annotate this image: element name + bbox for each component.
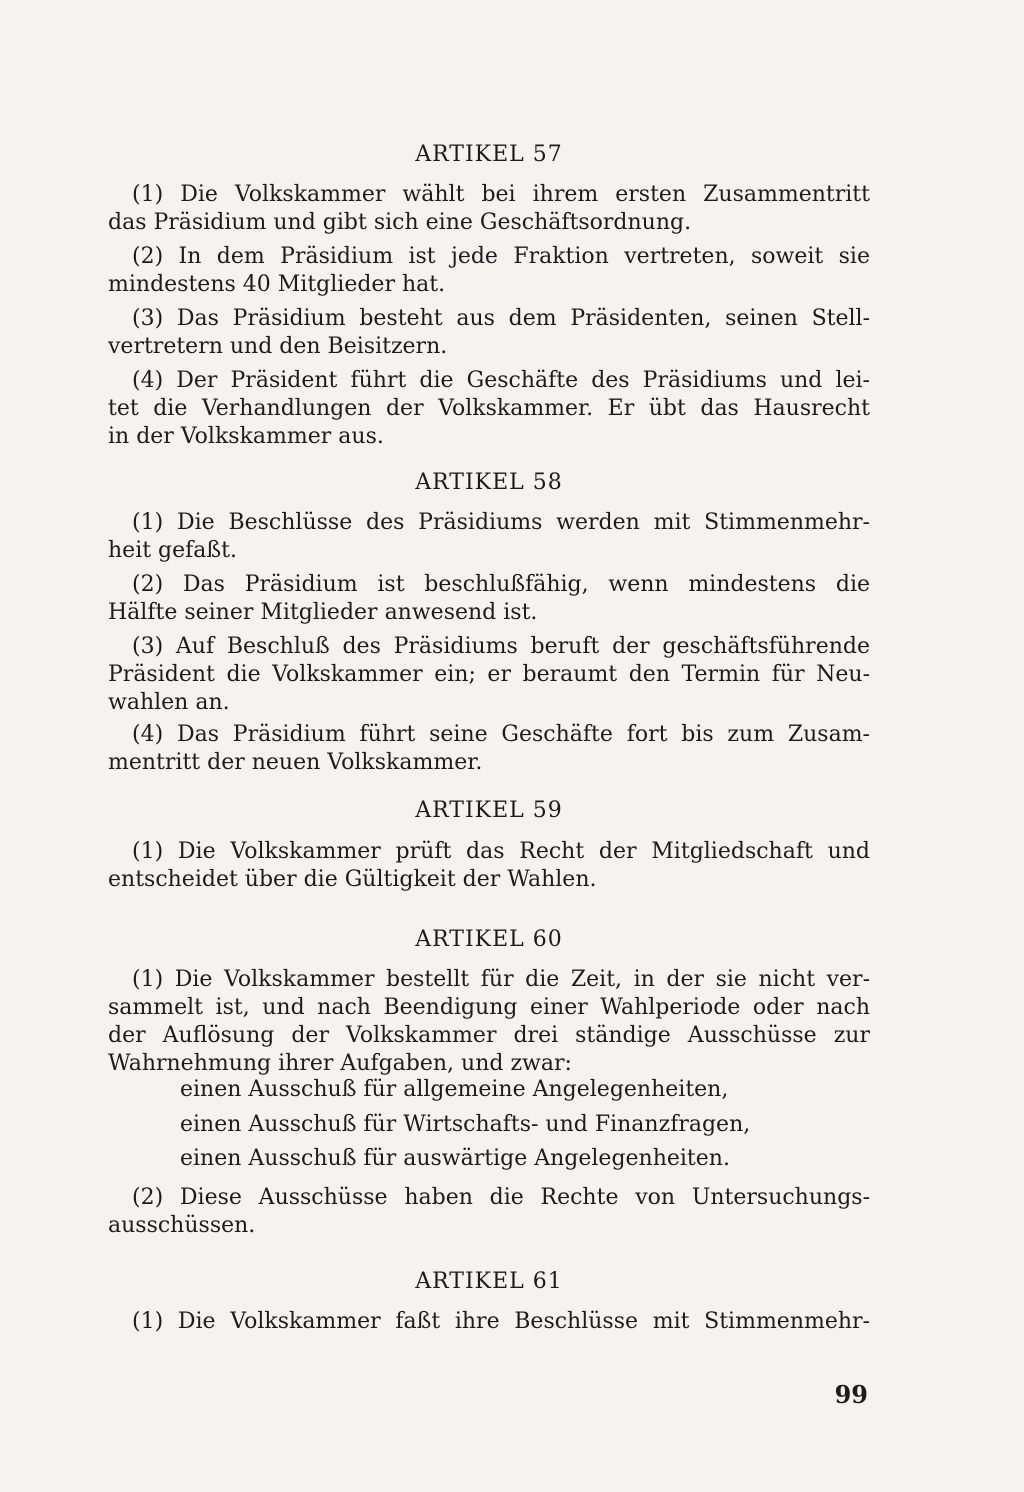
text-line: (4) Das Präsidium führt seine Geschäfte fort bis zum Zusam- <box>132 722 870 747</box>
text-line: tet die Verhandlungen der Volkskammer. Er übt das Hausrecht <box>108 396 870 421</box>
article-58-paragraph-1 <box>108 509 870 565</box>
article-61-heading: ARTIKEL 61 <box>415 1269 563 1294</box>
text-line: (1) Die Volkskammer prüft das Recht der Mitgliedschaft und <box>132 839 870 864</box>
article-57-heading: ARTIKEL 57 <box>415 142 563 167</box>
committee-list-item-1: einen Ausschuß für allgemeine Angelegenheiten, <box>180 1077 729 1102</box>
article-58-paragraph-2 <box>108 571 870 627</box>
text-line: Präsident die Volkskammer ein; er beraumt den Termin für Neu- <box>108 662 870 687</box>
text-line: (2) Das Präsidium ist beschlußfähig, wenn mindestens die <box>132 572 870 597</box>
text-line: vertretern und den Beisitzern. <box>108 334 448 359</box>
text-line: sammelt ist, und nach Beendigung einer Wahlperiode oder nach <box>108 995 870 1020</box>
text-line: heit gefaßt. <box>108 538 237 563</box>
committee-list-item-3: einen Ausschuß für auswärtige Angelegenheiten. <box>180 1146 730 1171</box>
text-line: Hälfte seiner Mitglieder anwesend ist. <box>108 600 538 625</box>
text-line: (1) Die Volkskammer wählt bei ihrem ersten Zusammentritt <box>132 182 870 207</box>
text-line: das Präsidium und gibt sich eine Geschäftsordnung. <box>108 210 692 235</box>
article-58-paragraph-3 <box>108 633 870 717</box>
text-line: (2) Diese Ausschüsse haben die Rechte von Untersuchungs- <box>132 1185 870 1210</box>
committee-list-item-2: einen Ausschuß für Wirtschafts- und Finanzfragen, <box>180 1112 751 1137</box>
text-line: (2) In dem Präsidium ist jede Fraktion vertreten, soweit sie <box>132 244 870 269</box>
text-line: ausschüssen. <box>108 1213 256 1238</box>
article-60-paragraph-1 <box>108 966 870 1078</box>
article-57-paragraph-3 <box>108 305 870 361</box>
text-line: (1) Die Beschlüsse des Präsidiums werden mit Stimmenmehr- <box>132 510 870 535</box>
article-61-paragraph-1 <box>108 1308 870 1336</box>
article-59-paragraph-1 <box>108 838 870 894</box>
article-59-heading: ARTIKEL 59 <box>415 798 563 823</box>
article-60-paragraph-2 <box>108 1184 870 1240</box>
text-line: (1) Die Volkskammer bestellt für die Zeit, in der sie nicht ver- <box>132 967 870 992</box>
text-line: mindestens 40 Mitglieder hat. <box>108 272 446 297</box>
text-line: der Auflösung der Volkskammer drei ständige Ausschüsse zur <box>108 1023 870 1048</box>
article-60-heading: ARTIKEL 60 <box>415 927 563 952</box>
text-line: in der Volkskammer aus. <box>108 424 384 449</box>
article-58-heading: ARTIKEL 58 <box>415 470 563 495</box>
page-number: 99 <box>834 1380 868 1409</box>
text-line: Wahrnehmung ihrer Aufgaben, und zwar: <box>108 1051 572 1076</box>
article-57-paragraph-4 <box>108 367 870 451</box>
text-line: mentritt der neuen Volkskammer. <box>108 750 483 775</box>
text-line: (3) Das Präsidium besteht aus dem Präsidenten, seinen Stell- <box>132 306 870 331</box>
text-line: (4) Der Präsident führt die Geschäfte des Präsidiums und lei- <box>132 368 870 393</box>
article-58-paragraph-4 <box>108 721 870 777</box>
text-line: (3) Auf Beschluß des Präsidiums beruft der geschäftsführende <box>132 634 870 659</box>
text-line: entscheidet über die Gültigkeit der Wahlen. <box>108 867 597 892</box>
article-57-paragraph-1 <box>108 181 870 237</box>
text-line: (1) Die Volkskammer faßt ihre Beschlüsse mit Stimmenmehr- <box>132 1309 870 1334</box>
article-57-paragraph-2 <box>108 243 870 299</box>
text-line: wahlen an. <box>108 690 230 715</box>
